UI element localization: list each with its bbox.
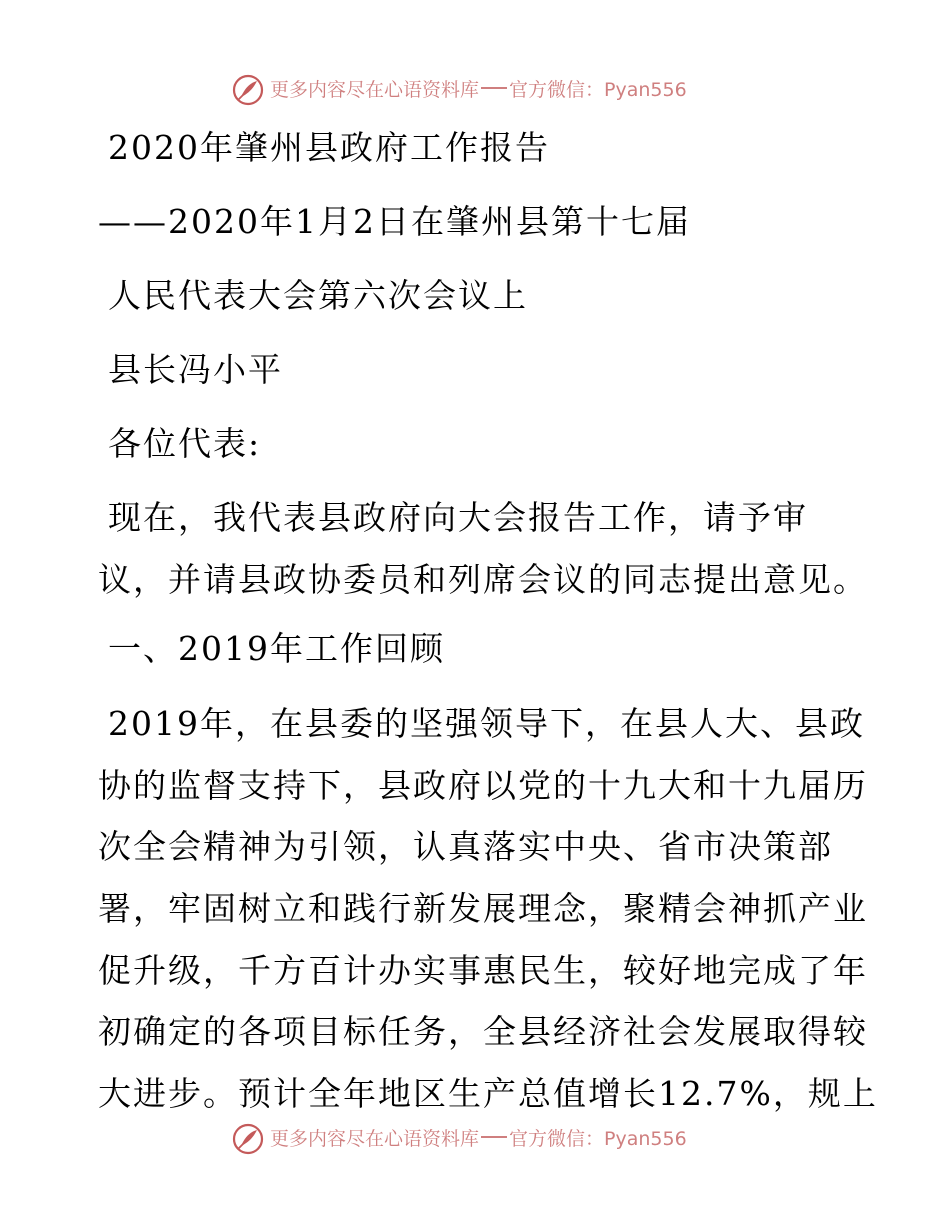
watermark-dash: [481, 87, 507, 89]
watermark-dash: [481, 1136, 507, 1138]
document-subtitle-line-2: 人民代表大会第六次会议上: [108, 276, 528, 315]
paragraph-line: 促升级，千方百计办实事惠民生，较好地完成了年: [98, 951, 868, 990]
paragraph-line: 协的监督支持下，县政府以党的十九大和十九届历: [98, 766, 868, 805]
intro-line-1: 现在，我代表县政府向大会报告工作，请予审: [108, 498, 808, 537]
paragraph-line: 2019年，在县委的坚强领导下，在县人大、县政: [108, 704, 865, 743]
feather-logo-icon: [232, 74, 264, 106]
watermark-text: 更多内容尽在心语资料库: [270, 1127, 480, 1150]
document-title: 2020年肇州县政府工作报告: [108, 128, 550, 167]
paragraph-line: 大进步。预计全年地区生产总值增长12.7%，规上: [98, 1074, 878, 1113]
paragraph-line: 初确定的各项目标任务，全县经济社会发展取得较: [98, 1012, 868, 1051]
watermark-wechat: 官方微信：Pyan556: [509, 1127, 687, 1150]
document-speaker: 县长冯小平: [108, 350, 283, 389]
watermark-text: 更多内容尽在心语资料库: [270, 78, 480, 101]
intro-line-2: 议，并请县政协委员和列席会议的同志提出意见。: [98, 560, 868, 599]
watermark-header: [232, 71, 687, 109]
feather-logo-icon: [232, 1123, 264, 1155]
document-subtitle-line-1: ——2020年1月2日在肇州县第十七届: [98, 202, 691, 241]
document-greeting: 各位代表:: [108, 424, 262, 463]
paragraph-line: 署，牢固树立和践行新发展理念，聚精会神抓产业: [98, 889, 868, 928]
section-heading: 一、2019年工作回顾: [108, 629, 445, 668]
watermark-footer: [232, 1120, 687, 1158]
paragraph-line: 次全会精神为引领，认真落实中央、省市决策部: [98, 827, 833, 866]
watermark-wechat: 官方微信：Pyan556: [509, 78, 687, 101]
